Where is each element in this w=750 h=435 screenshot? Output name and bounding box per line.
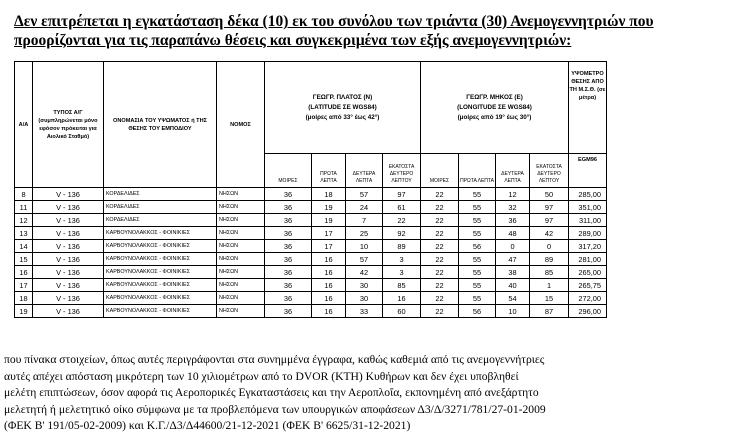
cell-type: V - 136 [33, 214, 104, 227]
cell-lat-min: 17 [312, 227, 346, 240]
cell-elevation: 265,75 [569, 279, 607, 292]
cell-lat-deg: 36 [265, 266, 312, 279]
cell-type: V - 136 [33, 266, 104, 279]
cell-aa: 18 [15, 292, 33, 305]
longitude-title: ΓΕΩΓΡ. ΜΗΚΟΣ (Ε) [466, 93, 523, 101]
cell-aa: 13 [15, 227, 33, 240]
cell-lat-hund: 3 [383, 266, 421, 279]
paragraph-line-4: μελετητή ή μελετητικό οίκο σύμφωνα με τα προβλεπόμενα των υπουργικών αποφάσεων Δ3/Δ/3271/781/27-01-2009 [4, 402, 546, 416]
cell-lat-sec: 7 [346, 214, 383, 227]
cell-lat-hund: 22 [383, 214, 421, 227]
cell-name: ΚΑΡΒΟΥΝΟΛΑΚΚΟΣ - ΦΟΙΝΙΚΙΕΣ [104, 292, 217, 305]
header-longitude [421, 62, 569, 154]
document-heading [14, 12, 736, 50]
cell-nomos: ΝΗΣΩΝ [217, 305, 265, 318]
cell-lat-min: 16 [312, 292, 346, 305]
cell-lon-hund: 1 [530, 279, 569, 292]
cell-lat-sec: 24 [346, 201, 383, 214]
latitude-range: (μοίρες από 33° έως 42°) [305, 113, 380, 121]
table-row [15, 227, 607, 240]
cell-lon-sec: 10 [496, 305, 530, 318]
cell-aa: 17 [15, 279, 33, 292]
cell-lon-deg: 22 [421, 240, 459, 253]
cell-lon-sec: 47 [496, 253, 530, 266]
cell-lon-sec: 40 [496, 279, 530, 292]
cell-lat-sec: 30 [346, 279, 383, 292]
header-aa: Α/Α [15, 62, 33, 188]
cell-lon-hund: 50 [530, 188, 569, 201]
cell-name: ΚΑΡΒΟΥΝΟΛΑΚΚΟΣ - ΦΟΙΝΙΚΙΕΣ [104, 253, 217, 266]
table-body [15, 188, 607, 318]
cell-nomos: ΝΗΣΩΝ [217, 201, 265, 214]
cell-lon-hund: 15 [530, 292, 569, 305]
cell-lon-sec: 54 [496, 292, 530, 305]
cell-lat-min: 16 [312, 266, 346, 279]
paragraph-line-5: (ΦΕΚ Β' 191/05-02-2009) και Κ.Γ./Δ3/Δ44600/21-12-2021 (ΦΕΚ Β' 6625/31-12-2021) [4, 419, 411, 432]
cell-name: ΚΟΡΔΕΛΙΔΕΣ [104, 214, 217, 227]
cell-name: ΚΑΡΒΟΥΝΟΛΑΚΚΟΣ - ΦΟΙΝΙΚΙΕΣ [104, 279, 217, 292]
cell-lon-min: 55 [459, 201, 496, 214]
header-lon-min: ΠΡΩΤΑ ΛΕΠΤΑ [459, 154, 496, 188]
cell-lon-sec: 12 [496, 188, 530, 201]
longitude-range: (μοίρες από 19° έως 30°) [457, 113, 532, 121]
cell-type: V - 136 [33, 279, 104, 292]
longitude-subtitle: (LONGITUDE ΣΕ WGS84) [457, 103, 532, 111]
cell-lon-min: 55 [459, 253, 496, 266]
table-row [15, 266, 607, 279]
cell-lon-deg: 22 [421, 279, 459, 292]
cell-lon-deg: 22 [421, 305, 459, 318]
latitude-title: ΓΕΩΓΡ. ΠΛΑΤΟΣ (Ν) [312, 93, 373, 101]
header-type: ΤΥΠΟΣ Α/Γ (συμπληρώνεται μόνο εφόσον πρόκειται για Αιολικό Σταθμό) [33, 62, 104, 188]
body-paragraph [4, 352, 748, 435]
cell-name: ΚΑΡΒΟΥΝΟΛΑΚΚΟΣ - ΦΟΙΝΙΚΙΕΣ [104, 240, 217, 253]
cell-type: V - 136 [33, 253, 104, 266]
cell-lat-hund: 89 [383, 240, 421, 253]
table-row [15, 188, 607, 201]
cell-name: ΚΟΡΔΕΛΙΔΕΣ [104, 201, 217, 214]
header-lon-sec: ΔΕΥΤΕΡΑ ΛΕΠΤΑ [496, 154, 530, 188]
header-name: ΟΝΟΜΑΣΙΑ ΤΟΥ ΥΨΩΜΑΤΟΣ ή ΤΗΣ ΘΕΣΗΣ ΤΟΥ ΕΜΠΟΔΙΟΥ [104, 62, 217, 188]
header-lat-min: ΠΡΩΤΑ ΛΕΠΤΑ [312, 154, 346, 188]
cell-lon-min: 55 [459, 292, 496, 305]
cell-lon-sec: 32 [496, 201, 530, 214]
cell-type: V - 136 [33, 188, 104, 201]
cell-elevation: 285,00 [569, 188, 607, 201]
cell-lon-min: 55 [459, 266, 496, 279]
cell-lon-deg: 22 [421, 214, 459, 227]
header-row-top [15, 62, 607, 154]
cell-elevation: 317,20 [569, 240, 607, 253]
cell-lat-min: 16 [312, 305, 346, 318]
cell-type: V - 136 [33, 240, 104, 253]
paragraph-line-3: μελέτη επιπτώσεων, όσον αφορά τις Αεροπορικές Εγκαταστάσεις και την Αεροπλοΐα, εκπονημένη από ανεξάρτητο [4, 386, 539, 399]
cell-type: V - 136 [33, 227, 104, 240]
cell-lat-deg: 36 [265, 227, 312, 240]
cell-lat-sec: 25 [346, 227, 383, 240]
cell-aa: 14 [15, 240, 33, 253]
cell-type: V - 136 [33, 201, 104, 214]
table-row [15, 201, 607, 214]
heading-line-1: Δεν επιτρέπεται η εγκατάσταση δέκα (10) εκ του συνόλου των τριάντα (30) Ανεμογεννητριών που [14, 13, 654, 30]
cell-lon-hund: 85 [530, 266, 569, 279]
cell-nomos: ΝΗΣΩΝ [217, 188, 265, 201]
cell-lat-deg: 36 [265, 240, 312, 253]
cell-elevation: 265,00 [569, 266, 607, 279]
cell-aa: 19 [15, 305, 33, 318]
cell-name: ΚΑΡΒΟΥΝΟΛΑΚΚΟΣ - ΦΟΙΝΙΚΙΕΣ [104, 266, 217, 279]
cell-nomos: ΝΗΣΩΝ [217, 253, 265, 266]
cell-lat-hund: 85 [383, 279, 421, 292]
cell-lat-deg: 36 [265, 214, 312, 227]
header-lon-deg: ΜΟΙΡΕΣ [421, 154, 459, 188]
header-nomos: ΝΟΜΟΣ [217, 62, 265, 188]
cell-name: ΚΟΡΔΕΛΙΔΕΣ [104, 188, 217, 201]
cell-elevation: 311,00 [569, 214, 607, 227]
cell-lat-sec: 42 [346, 266, 383, 279]
table-row [15, 292, 607, 305]
cell-aa: 16 [15, 266, 33, 279]
cell-lat-min: 17 [312, 240, 346, 253]
paragraph-line-2: αυτές απέχει απόσταση μικρότερη των 10 χιλιομέτρων από το DVOR (KTH) Κυθήρων και δεν έχει υποβληθεί [4, 369, 519, 383]
cell-lon-hund: 97 [530, 201, 569, 214]
cell-lat-deg: 36 [265, 292, 312, 305]
cell-lon-deg: 22 [421, 253, 459, 266]
cell-lon-min: 56 [459, 240, 496, 253]
cell-lat-hund: 60 [383, 305, 421, 318]
cell-lon-min: 55 [459, 188, 496, 201]
cell-nomos: ΝΗΣΩΝ [217, 279, 265, 292]
cell-lon-sec: 38 [496, 266, 530, 279]
cell-name: ΚΑΡΒΟΥΝΟΛΑΚΚΟΣ - ΦΟΙΝΙΚΙΕΣ [104, 305, 217, 318]
cell-lat-sec: 33 [346, 305, 383, 318]
cell-lon-sec: 48 [496, 227, 530, 240]
header-lat-sec: ΔΕΥΤΕΡΑ ΛΕΠΤΑ [346, 154, 383, 188]
cell-lat-hund: 97 [383, 188, 421, 201]
table-row [15, 240, 607, 253]
cell-lat-sec: 57 [346, 253, 383, 266]
cell-lat-deg: 36 [265, 253, 312, 266]
cell-lon-hund: 97 [530, 214, 569, 227]
cell-lat-min: 19 [312, 201, 346, 214]
cell-aa: 15 [15, 253, 33, 266]
cell-aa: 12 [15, 214, 33, 227]
cell-lat-hund: 61 [383, 201, 421, 214]
cell-elevation: 296,00 [569, 305, 607, 318]
cell-lat-min: 16 [312, 279, 346, 292]
cell-lon-min: 55 [459, 227, 496, 240]
heading-line-2: προορίζονται για τις παραπάνω θέσεις και συγκεκριμένα των εξής ανεμογεννητριών: [14, 32, 572, 49]
header-latitude [265, 62, 421, 154]
header-lat-hund: ΕΚΑΤΟΣΤΑ ΔΕΥΤΕΡΟ ΛΕΠΤΟΥ [383, 154, 421, 188]
cell-type: V - 136 [33, 292, 104, 305]
cell-lon-deg: 22 [421, 266, 459, 279]
cell-lat-sec: 30 [346, 292, 383, 305]
cell-lat-min: 16 [312, 253, 346, 266]
cell-lat-deg: 36 [265, 201, 312, 214]
cell-lat-deg: 36 [265, 188, 312, 201]
cell-lon-sec: 36 [496, 214, 530, 227]
header-elevation: ΥΨΟΜΕΤΡΟ ΘΕΣΗΣ ΑΠΟ ΤΗ Μ.Σ.Θ. (σε μέτρα) [569, 62, 607, 154]
cell-nomos: ΝΗΣΩΝ [217, 266, 265, 279]
cell-lon-min: 55 [459, 279, 496, 292]
cell-nomos: ΝΗΣΩΝ [217, 214, 265, 227]
cell-lat-min: 18 [312, 188, 346, 201]
header-lon-hund: ΕΚΑΤΟΣΤΑ ΔΕΥΤΕΡΟ ΛΕΠΤΟΥ [530, 154, 569, 188]
cell-lon-hund: 87 [530, 305, 569, 318]
cell-elevation: 281,00 [569, 253, 607, 266]
cell-lat-sec: 57 [346, 188, 383, 201]
cell-lon-min: 55 [459, 214, 496, 227]
cell-lon-hund: 89 [530, 253, 569, 266]
wind-turbine-table [14, 61, 607, 318]
header-lat-deg: ΜΟΙΡΕΣ [265, 154, 312, 188]
cell-lat-hund: 92 [383, 227, 421, 240]
cell-lon-hund: 42 [530, 227, 569, 240]
cell-nomos: ΝΗΣΩΝ [217, 240, 265, 253]
table-row [15, 305, 607, 318]
cell-lon-hund: 0 [530, 240, 569, 253]
cell-aa: 8 [15, 188, 33, 201]
cell-lon-min: 56 [459, 305, 496, 318]
cell-lon-deg: 22 [421, 227, 459, 240]
cell-lat-deg: 36 [265, 305, 312, 318]
cell-lon-deg: 22 [421, 188, 459, 201]
cell-lat-hund: 3 [383, 253, 421, 266]
cell-aa: 11 [15, 201, 33, 214]
latitude-subtitle: (LATITUDE ΣΕ WGS84) [308, 103, 377, 111]
table-row [15, 253, 607, 266]
cell-lon-deg: 22 [421, 292, 459, 305]
cell-lat-hund: 16 [383, 292, 421, 305]
cell-elevation: 351,00 [569, 201, 607, 214]
cell-name: ΚΑΡΒΟΥΝΟΛΑΚΚΟΣ - ΦΟΙΝΙΚΙΕΣ [104, 227, 217, 240]
cell-type: V - 136 [33, 305, 104, 318]
header-egm: EGM96 [569, 154, 607, 188]
cell-lat-min: 19 [312, 214, 346, 227]
cell-lon-sec: 0 [496, 240, 530, 253]
cell-lat-deg: 36 [265, 279, 312, 292]
table-row [15, 214, 607, 227]
cell-nomos: ΝΗΣΩΝ [217, 292, 265, 305]
cell-nomos: ΝΗΣΩΝ [217, 227, 265, 240]
paragraph-line-1: που πίνακα στοιχείων, όπως αυτές περιγράφονται στα συνημμένα έγγραφα, καθώς καθεμιά από τις ανεμογεννήτριες [4, 353, 545, 366]
cell-elevation: 272,00 [569, 292, 607, 305]
cell-elevation: 289,00 [569, 227, 607, 240]
table-row [15, 279, 607, 292]
cell-lat-sec: 10 [346, 240, 383, 253]
cell-lon-deg: 22 [421, 201, 459, 214]
